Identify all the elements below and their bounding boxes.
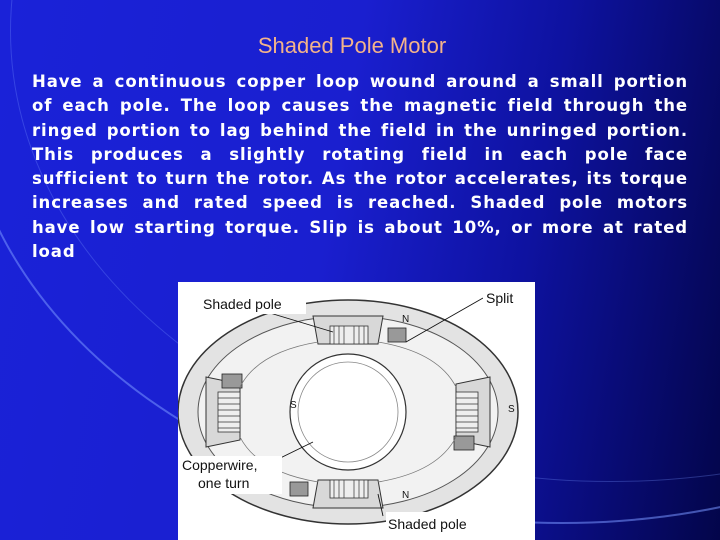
shaded-pole-motor-drawing xyxy=(178,282,535,540)
motor-diagram xyxy=(178,282,535,540)
copper-loop-top xyxy=(388,328,406,342)
label-shaded-pole-top: Shaded pole xyxy=(203,296,282,312)
copper-loop-right xyxy=(454,436,474,450)
label-copperwire-line2: one turn xyxy=(198,475,250,491)
slide-body-text: Have a continuous copper loop wound around a small portion of each pole. The loop causes the magnetic field through the ringed portion to lag behind the field in the unringed portion. This produces a slightly rotating field in each pole face sufficient to turn the rotor. As the rotor accelerates, its torque increases and rated speed is reached. Shaded pole motors have low starting torque. Slip is about 10%, or more at rated load xyxy=(32,72,688,262)
copper-loop-bottom xyxy=(290,482,308,496)
slide-title: Shaded Pole Motor xyxy=(257,33,447,58)
rotor xyxy=(290,354,406,470)
label-split: Split xyxy=(486,290,514,306)
pole-label-n-top: N xyxy=(402,314,410,325)
pole-label-s-left: S xyxy=(290,400,297,411)
label-shaded-pole-bottom: Shaded pole xyxy=(388,516,467,532)
pole-label-s-right: S xyxy=(508,404,515,415)
copper-loop-left xyxy=(222,374,242,388)
pole-right xyxy=(454,377,490,450)
pole-left xyxy=(206,374,242,447)
label-copperwire-line1: Copperwire, xyxy=(182,457,258,473)
pole-label-n-bottom: N xyxy=(402,490,410,501)
